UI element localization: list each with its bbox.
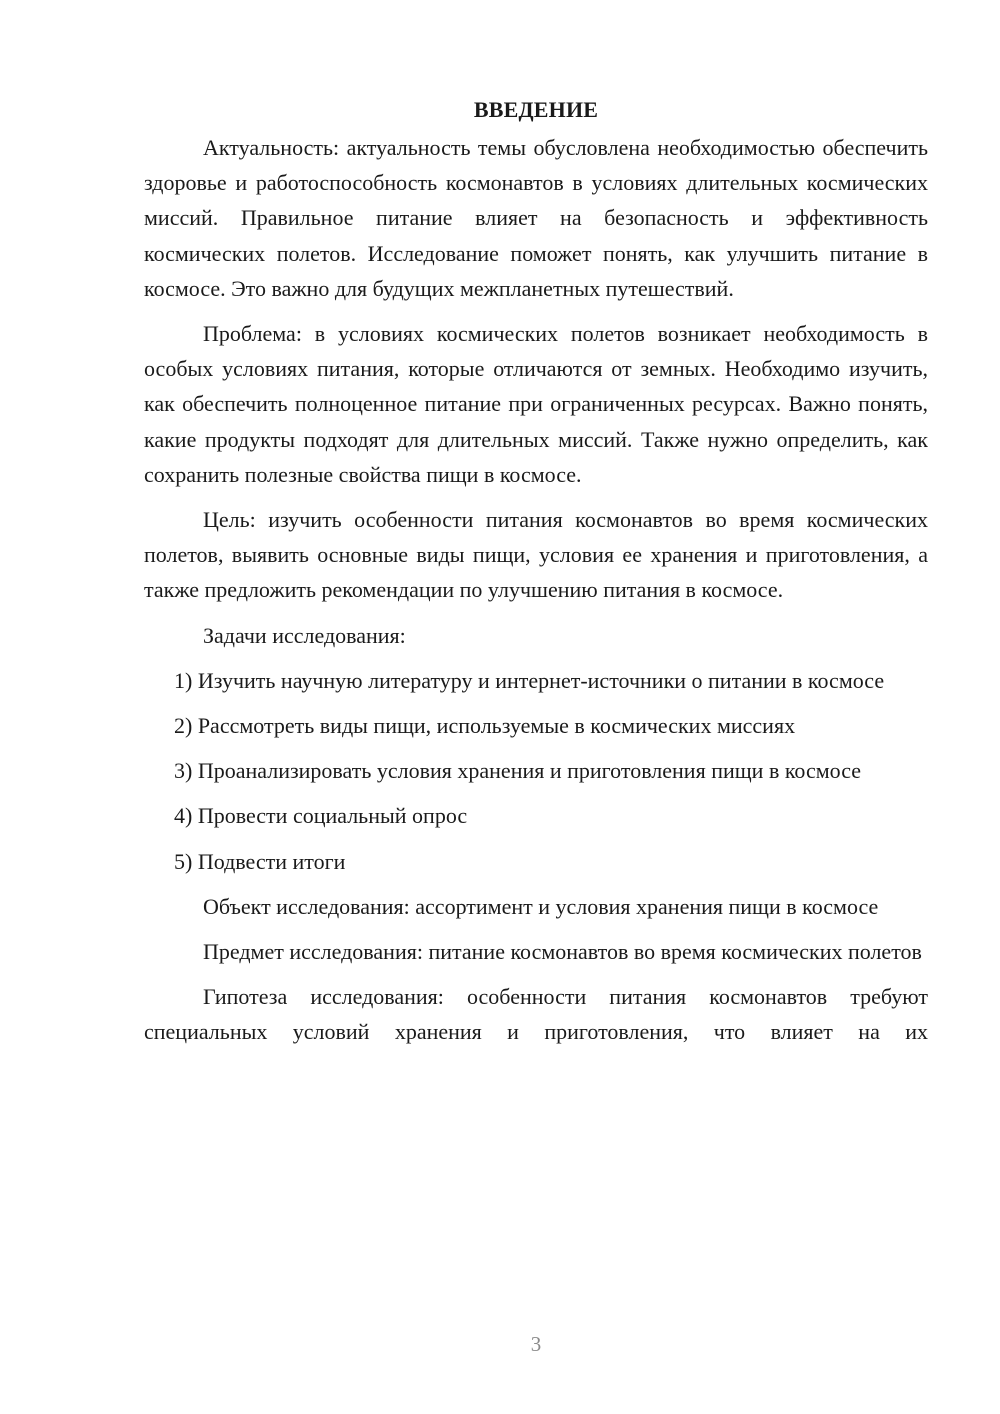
- page-number: 3: [530, 1332, 542, 1356]
- paragraph-hypothesis: Гипотеза исследования: особенности питания космонавтов требуют специальных условий хранения и приготовления, что влияет на их: [144, 984, 928, 1045]
- list-item: 1) Изучить научную литературу и интернет-источники о питании в космосе: [174, 667, 885, 693]
- list-item: 3) Проанализировать условия хранения и приготовления пищи в космосе: [174, 758, 861, 784]
- list-item: 4) Провести социальный опрос: [174, 803, 468, 829]
- page-title: ВВЕДЕНИЕ: [473, 97, 599, 122]
- paragraph-tasks-intro: Задачи исследования:: [203, 622, 406, 648]
- list-item: 2) Рассмотреть виды пищи, используемые в космических миссиях: [174, 713, 796, 739]
- list-item: 5) Подвести итоги: [174, 848, 346, 874]
- paragraph-goal: Цель: изучить особенности питания космонавтов во время космических полетов, выявить основные виды пищи, условия ее хранения и приготовления, а также предложить рекомендации по улучшению питания в космосе.: [144, 507, 928, 603]
- paragraph-object: Объект исследования: ассортимент и условия хранения пищи в космосе: [203, 893, 879, 919]
- task-list: [144, 663, 928, 879]
- paragraph-problem: Проблема: в условиях космических полетов возникает необходимость в особых условиях питания, которые отличаются от земных. Необходимо изучить, как обеспечить полноценное питание при ограниченных ресурсах. Важно понять, какие продукты подходят для длительных миссий. Также нужно определить, как сохранить полезные свойства пищи в космосе.: [144, 321, 928, 487]
- paragraph-subject: Предмет исследования: питание космонавтов во время космических полетов: [203, 939, 922, 965]
- document-page: [144, 92, 928, 1050]
- paragraph-relevance: Актуальность: актуальность темы обусловлена необходимостью обеспечить здоровье и работоспособность космонавтов в условиях длительных космических миссий. Правильное питание влияет на безопасность и эффективность космических полетов. Исследование поможет понять, как улучшить питание в космосе. Это важно для будущих межпланетных путешествий.: [144, 135, 928, 301]
